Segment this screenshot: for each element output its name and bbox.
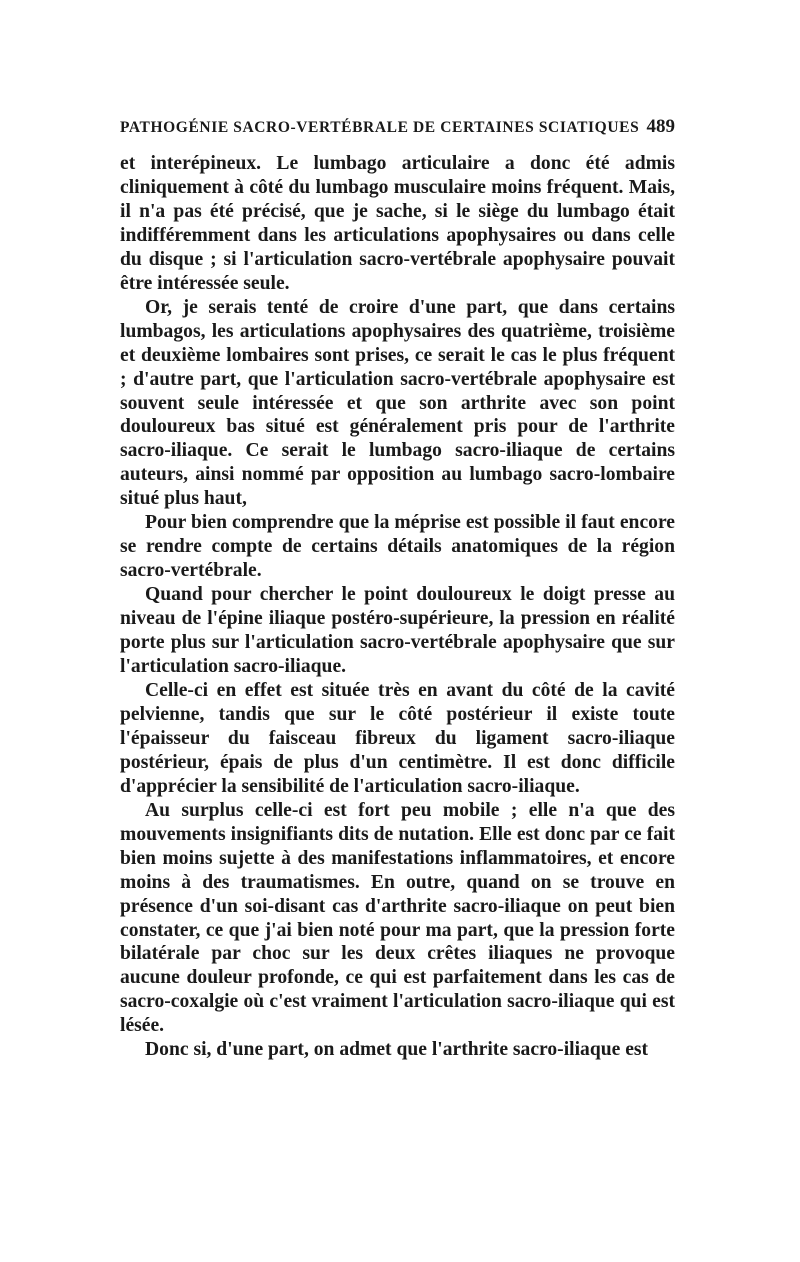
paragraph: Donc si, d'une part, on admet que l'arthrite sacro-iliaque est <box>145 1039 649 1061</box>
paragraph: Quand pour chercher le point douloureux le doigt presse au niveau de l'épine iliaque postéro-supérieure, la pression en réalité porte plus sur l'articulation sacro-vertébrale apophysaire que sur l'articulation sacro-iliaque. <box>120 584 675 678</box>
body-text <box>120 152 675 1062</box>
paragraph: Au surplus celle-ci est fort peu mobile ; elle n'a que des mouvements insignifiants dits de nutation. Elle est donc par ce fait bien moins sujette à des manifestations inflammatoires, et encore moins à des traumatismes. En outre, quand on se trouve en présence d'un soi-disant cas d'arthrite sacro-iliaque on peut bien constater, ce que j'ai bien noté pour ma part, que la pression forte bilatérale par choc sur les deux crêtes iliaques ne provoque aucune douleur profonde, ce qui est parfaitement dans les cas de sacro-coxalgie où c'est vraiment l'articulation sacro-iliaque qui est lésée. <box>120 799 675 1037</box>
page-number: 489 <box>646 116 675 137</box>
paragraph: Pour bien comprendre que la méprise est possible il faut encore se rendre compte de certains détails anatomiques de la région sacro-vertébrale. <box>120 512 675 582</box>
running-head <box>120 112 675 142</box>
book-page <box>120 112 675 1062</box>
paragraph: Or, je serais tenté de croire d'une part, que dans certains lumbagos, les articulations apophysaires des quatrième, troisième et deuxième lombaires sont prises, ce serait le cas le plus fréquent ; d'autre part, que l'articulation sacro-vertébrale apophysaire est souvent seule intéressée et que son arthrite avec son point douloureux bas situé est généralement pris pour de l'arthrite sacro-iliaque. Ce serait le lumbago sacro-iliaque de certains auteurs, ainsi nommé par opposition au lumbago sacro-lombaire situé plus haut, <box>120 296 675 510</box>
paragraph: Celle-ci en effet est située très en avant du côté de la cavité pelvienne, tandis que sur le côté postérieur il existe toute l'épaisseur du faisceau fibreux du ligament sacro-iliaque postérieur, épais de plus d'un centimètre. Il est donc difficile d'apprécier la sensibilité de l'articulation sacro-iliaque. <box>120 679 675 797</box>
paragraph-continuation: et interépineux. Le lumbago articulaire a donc été admis cliniquement à côté du lumbago musculaire moins fréquent. Mais, il n'a pas été précisé, que je sache, si le siège du lumbago était indifféremment dans les articulations apophysaires ou dans celle du disque ; si l'articulation sacro-vertébrale apophysaire pouvait être intéressée seule. <box>120 153 675 294</box>
running-head-title: PATHOGÉNIE SACRO-VERTÉBRALE DE CERTAINES SCIATIQUES <box>120 119 640 136</box>
